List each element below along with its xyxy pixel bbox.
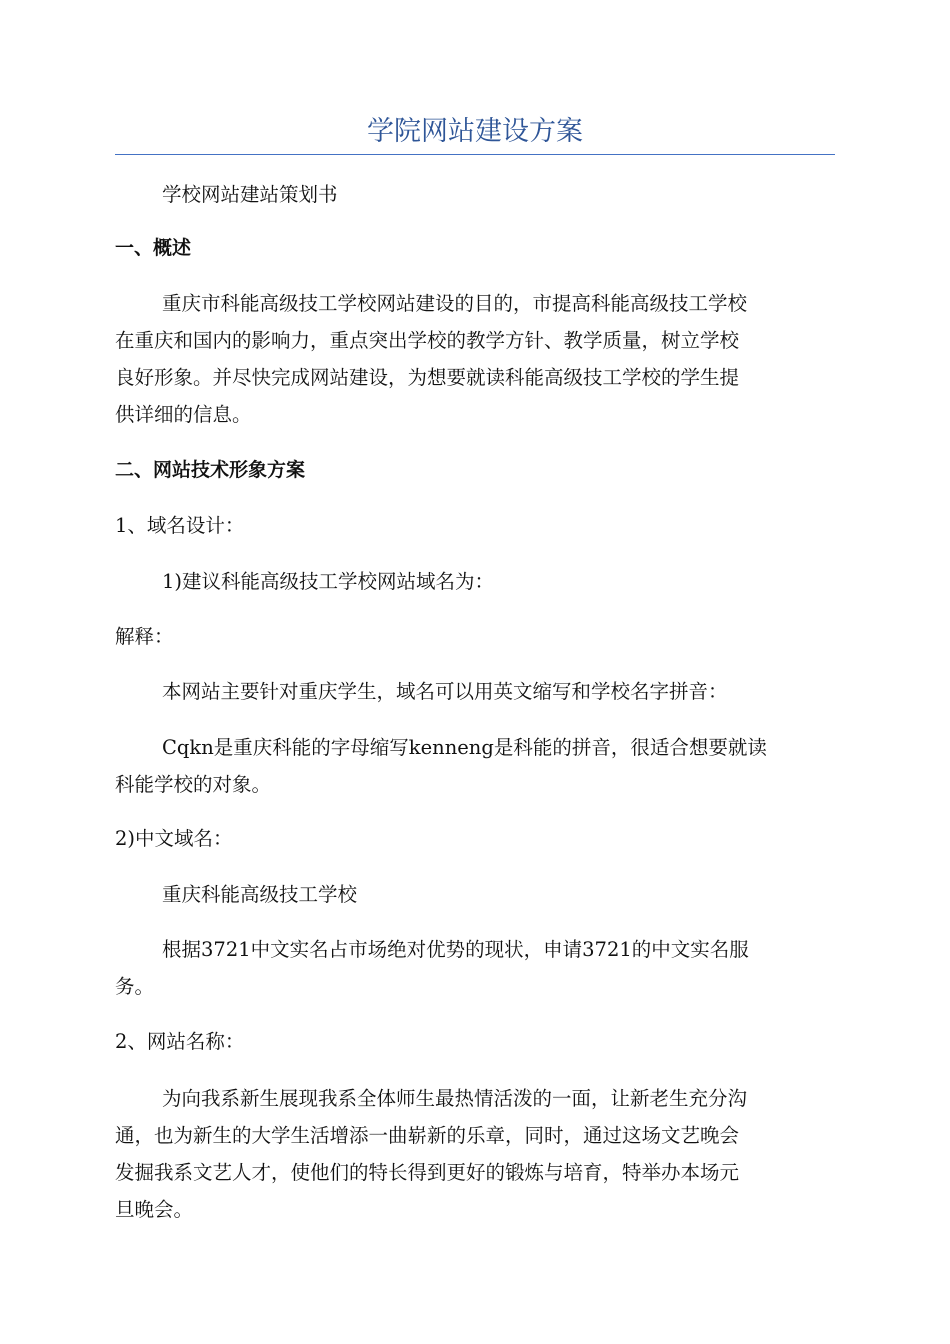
item-heading-chinese-domain: 2)中文域名： [115, 827, 233, 850]
paragraph-line: 供详细的信息。 [115, 403, 252, 426]
overview-paragraph [115, 285, 837, 433]
section-heading-overview: 一、概述 [115, 237, 192, 259]
paragraph-line: 科能学校的对象。 [115, 773, 272, 796]
paragraph-line: 根据3721中文实名占市场绝对优势的现状，申请3721的中文实名服 [162, 938, 749, 961]
item-heading-site-name: 2、网站名称： [115, 1030, 245, 1053]
domain-suggestion: 1)建议科能高级技工学校网站域名为： [162, 570, 495, 593]
subtitle: 学校网站建站策划书 [162, 183, 338, 206]
title-underline [115, 154, 835, 155]
explain-label: 解释： [115, 625, 174, 648]
paragraph-line: 旦晚会。 [115, 1198, 194, 1221]
site-name-paragraph [115, 1080, 837, 1228]
document-title: 学院网站建设方案 [367, 116, 583, 147]
paragraph-line: 通，也为新生的大学生活增添一曲崭新的乐章，同时，通过这场文艺晚会 [115, 1124, 740, 1147]
explain-line: 本网站主要针对重庆学生，域名可以用英文缩写和学校名字拼音： [162, 680, 728, 703]
paragraph-line: 在重庆和国内的影响力，重点突出学校的教学方针、教学质量，树立学校 [115, 329, 740, 352]
realname-paragraph [115, 931, 837, 1005]
paragraph-line: 务。 [115, 975, 155, 998]
paragraph-line: 良好形象。并尽快完成网站建设，为想要就读科能高级技工学校的学生提 [115, 366, 740, 389]
section-heading-tech: 二、网站技术形象方案 [115, 459, 306, 481]
paragraph-line: Cqkn是重庆科能的字母缩写kenneng是科能的拼音，很适合想要就读 [162, 736, 767, 759]
paragraph-line: 发掘我系文艺人才，使他们的特长得到更好的锻炼与培育，特举办本场元 [115, 1161, 740, 1184]
paragraph-line: 重庆市科能高级技工学校网站建设的目的，市提高科能高级技工学校 [162, 292, 748, 315]
item-heading-domain: 1、域名设计： [115, 514, 245, 537]
chinese-domain-name: 重庆科能高级技工学校 [162, 883, 358, 906]
cqkn-paragraph [115, 729, 837, 803]
paragraph-line: 为向我系新生展现我系全体师生最热情活泼的一面，让新老生充分沟 [162, 1087, 748, 1110]
